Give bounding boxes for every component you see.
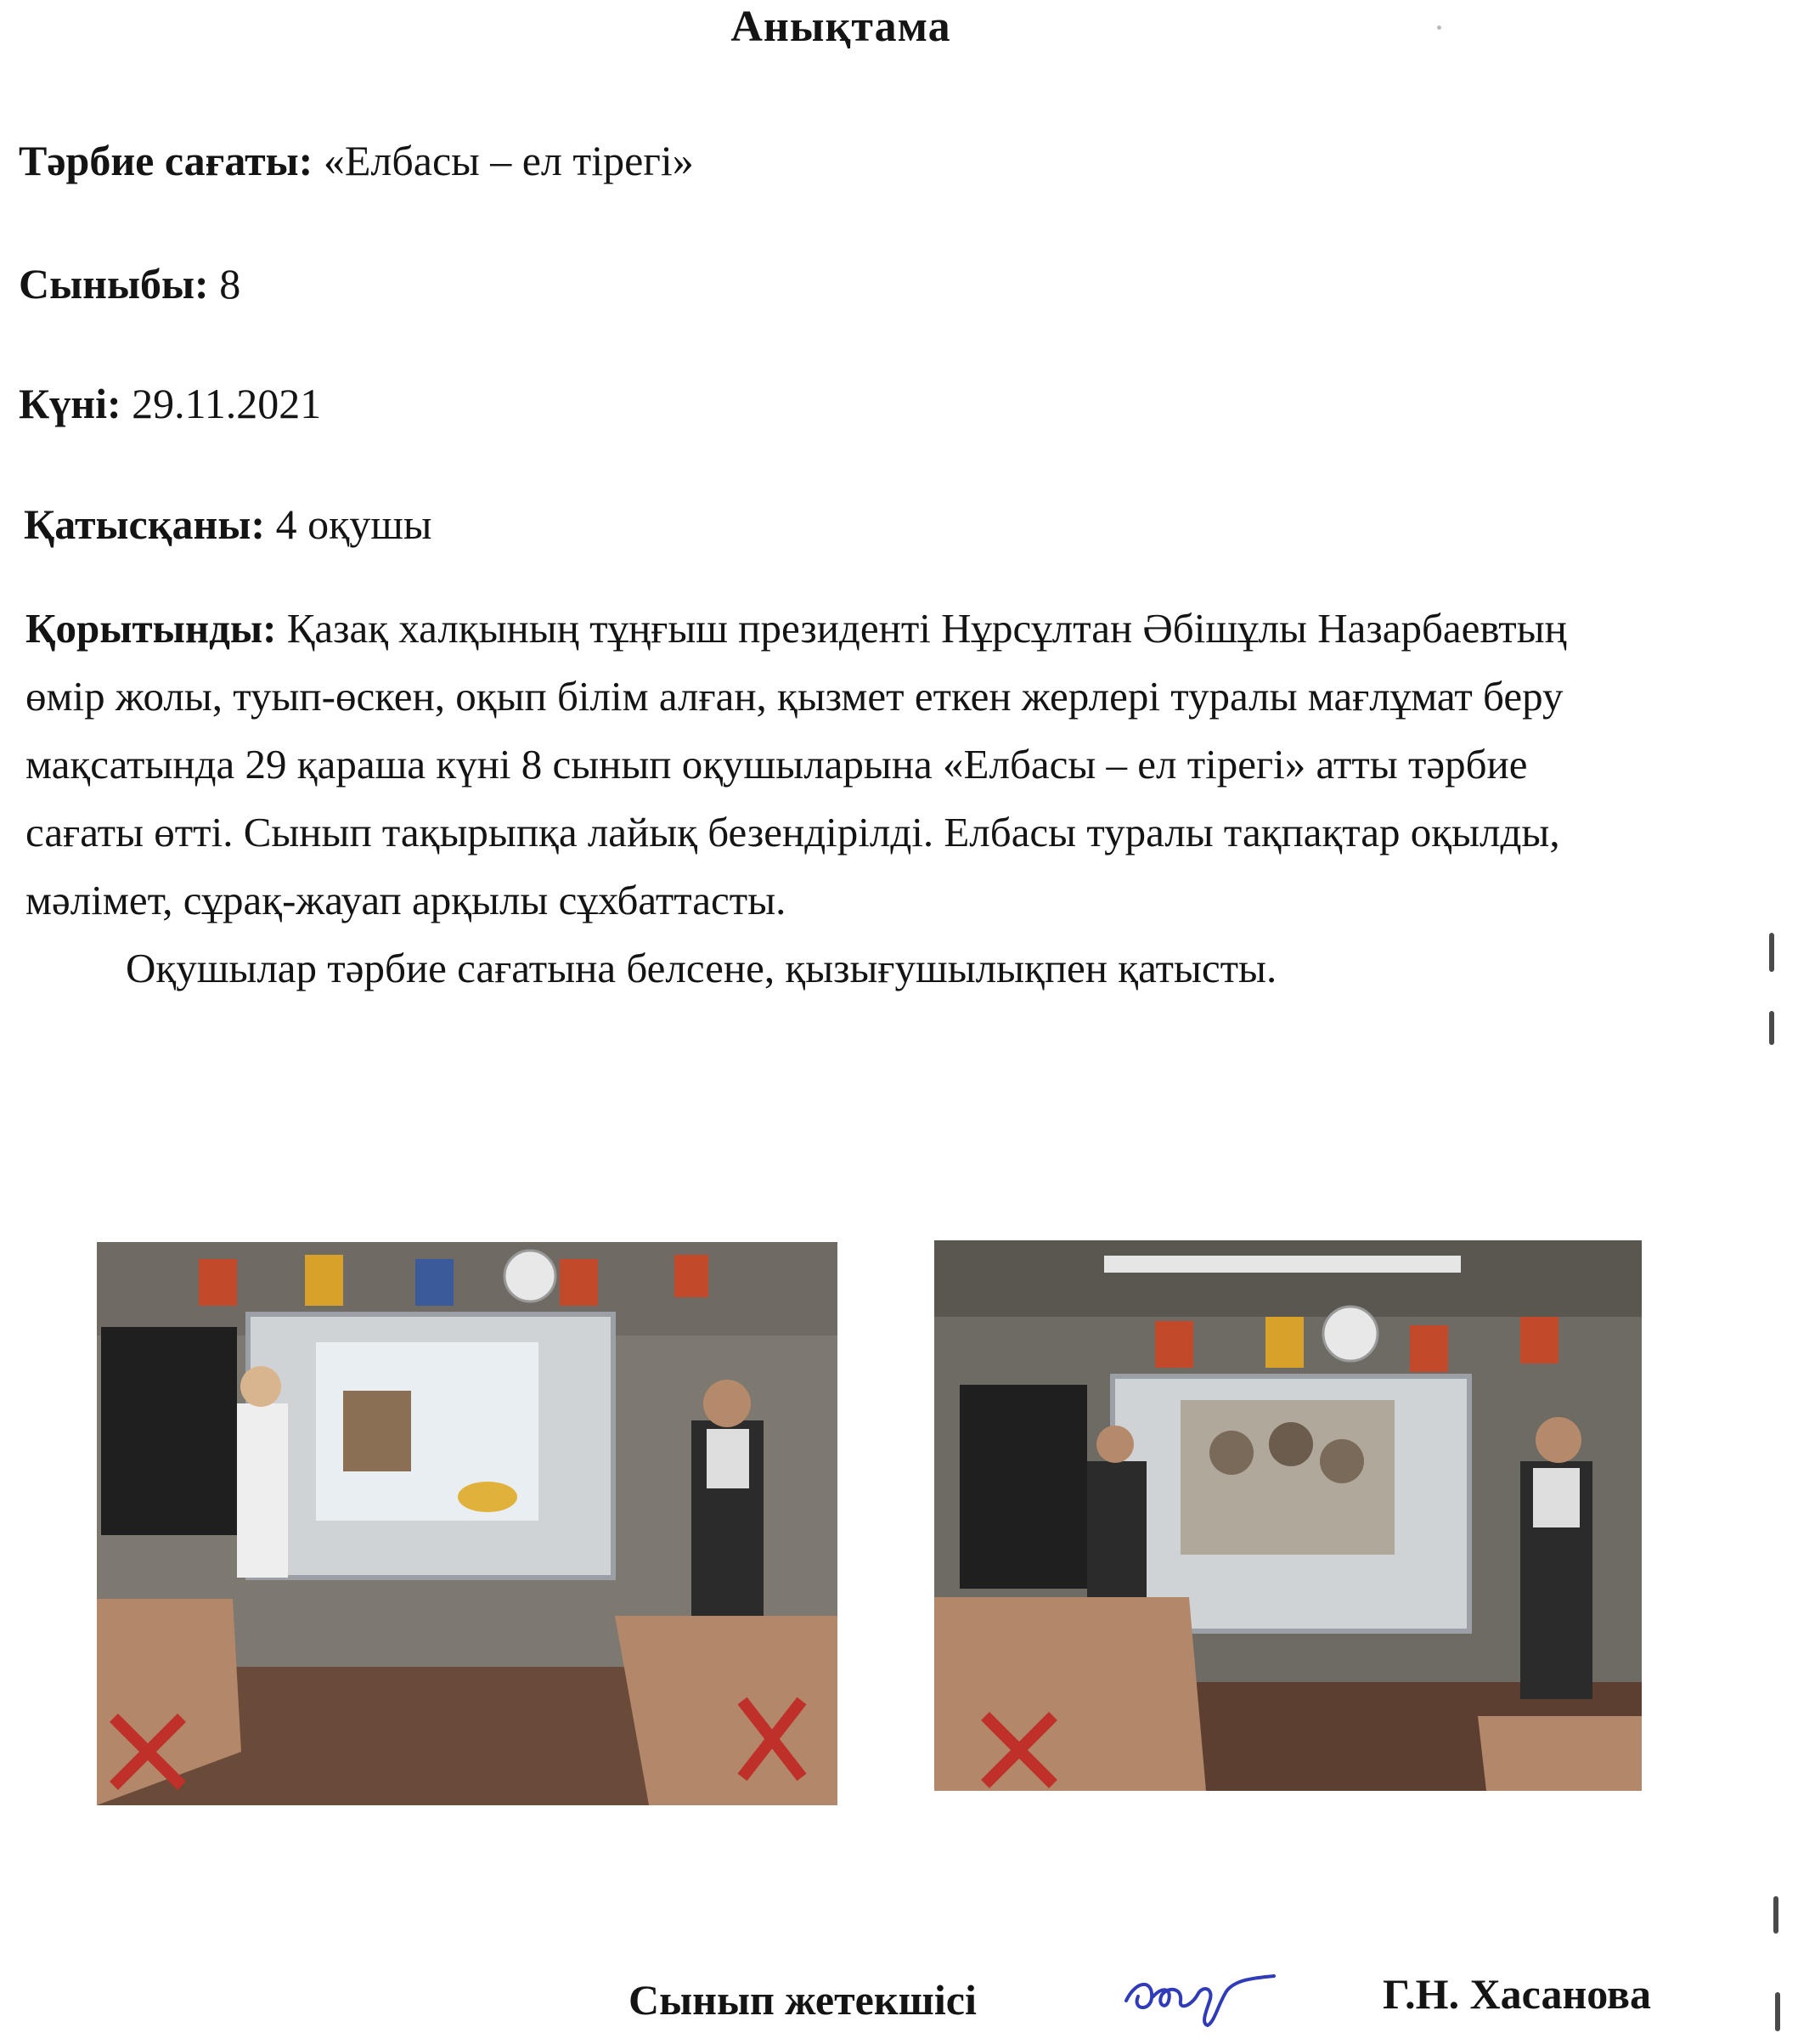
field-class-label: Сыныбы: — [19, 260, 209, 308]
conclusion-text: Қазақ халқының тұңғыш президенті Нұрсұлтан Әбішұлы Назарбаевтың өмір жолы, туып-өскен, оқып білім алған, қызмет еткен жерлері туралы мағлұмат беру мақсатында 29 қараша күні 8 сынып оқушыларына «Елбасы – ел тірегі» атты тәрбие сағаты өтті. Сынып тақырыпқа лайық безендірілді. Елбасы туралы тақпақтар оқылды, мәлімет, сұрақ-жауап арқылы сұхбаттасты. — [25, 605, 1567, 923]
field-participants-label: Қатысқаны: — [24, 500, 266, 548]
conclusion-paragraph-2: Оқушылар тәрбие сағатына белсене, қызығушылықпен қатысты. — [126, 945, 1277, 991]
signature-name: Г.Н. Хасанова — [1383, 1970, 1652, 2018]
photo-classroom-2-image — [934, 1240, 1642, 1791]
signature-role: Сынып жетекшісі — [628, 1976, 977, 2024]
margin-mark — [1769, 1011, 1774, 1045]
conclusion-paragraph — [25, 595, 1622, 934]
margin-mark — [1769, 933, 1774, 972]
handwritten-signature — [1119, 1954, 1281, 2030]
field-event — [19, 136, 694, 185]
conclusion-block — [25, 595, 1622, 1002]
photo-classroom-1 — [97, 1242, 837, 1805]
field-participants-value: 4 оқушы — [265, 500, 432, 548]
photo-classroom-2 — [934, 1240, 1642, 1791]
field-date — [19, 379, 321, 428]
scan-speck — [1437, 25, 1441, 30]
margin-mark — [1773, 1896, 1778, 1934]
margin-mark — [1775, 1992, 1780, 2031]
field-date-value: 29.11.2021 — [121, 380, 322, 427]
field-event-value: «Елбасы – ел тірегі» — [313, 137, 694, 184]
photo-classroom-1-image — [97, 1242, 837, 1805]
field-class-value: 8 — [208, 260, 241, 308]
document-title: Анықтама — [730, 3, 951, 51]
field-event-label: Тәрбие сағаты: — [19, 137, 313, 184]
field-class — [19, 259, 240, 308]
field-date-label: Күні: — [19, 380, 121, 427]
field-participants — [24, 500, 431, 549]
conclusion-label: Қорытынды: — [25, 605, 277, 652]
